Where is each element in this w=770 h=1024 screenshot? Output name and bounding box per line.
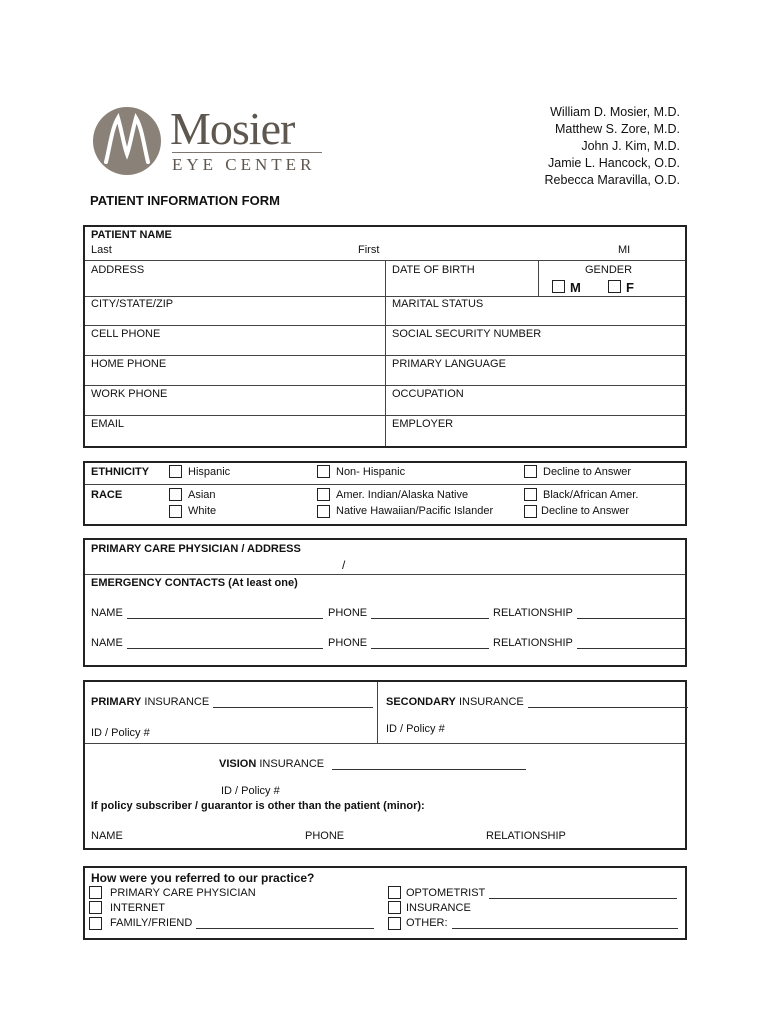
emergency-contact-row	[91, 607, 323, 619]
gender-label: GENDER	[585, 264, 633, 276]
ec1-name-label: NAME	[91, 607, 123, 619]
referral-other-label: OTHER:	[406, 917, 448, 929]
subscriber-relationship-field[interactable]: RELATIONSHIP	[486, 830, 566, 842]
mi-field[interactable]: MI	[618, 244, 631, 256]
form-title: PATIENT INFORMATION FORM	[90, 193, 280, 208]
dob-field[interactable]: DATE OF BIRTH	[392, 264, 475, 276]
amer-indian-label: Amer. Indian/Alaska Native	[336, 489, 469, 501]
ssn-field[interactable]: SOCIAL SECURITY NUMBER	[392, 328, 542, 340]
doctor-5: Rebecca Maravilla, O.D.	[544, 173, 680, 187]
subscriber-name-field[interactable]: NAME	[91, 830, 123, 842]
race-decline-checkbox[interactable]	[524, 505, 537, 518]
secondary-id-field[interactable]: ID / Policy #	[386, 723, 445, 735]
marital-status-field[interactable]: MARITAL STATUS	[392, 298, 484, 310]
secondary-insurance-input[interactable]	[528, 696, 688, 708]
ec2-name-label: NAME	[91, 637, 123, 649]
ec1-relationship-label: RELATIONSHIP	[493, 607, 573, 619]
primary-insurance-row	[91, 696, 373, 708]
primary-insurance-label: INSURANCE	[141, 696, 210, 708]
occupation-field[interactable]: OCCUPATION	[392, 388, 464, 400]
vision-id-field[interactable]: ID / Policy #	[221, 785, 280, 797]
referral-internet-checkbox[interactable]	[89, 901, 102, 914]
ethnicity-label: ETHNICITY	[91, 466, 150, 478]
black-checkbox[interactable]	[524, 488, 537, 501]
referral-optometrist-checkbox[interactable]	[388, 886, 401, 899]
vision-insurance-input[interactable]	[332, 758, 526, 770]
ethnicity-decline-checkbox[interactable]	[524, 465, 537, 478]
logo-subtitle: EYE CENTER	[172, 155, 316, 174]
doctor-4: Jamie L. Hancock, O.D.	[548, 156, 680, 170]
ec2-name-input[interactable]	[127, 637, 323, 649]
ec1-relationship-input[interactable]	[577, 607, 685, 619]
referral-internet-label: INTERNET	[110, 902, 165, 914]
logo-underline	[172, 152, 322, 153]
referral-other-input[interactable]	[452, 917, 678, 929]
referral-optometrist-row	[406, 887, 677, 899]
referral-insurance-label: INSURANCE	[406, 902, 471, 914]
ec1-phone-label: PHONE	[328, 607, 368, 619]
black-label: Black/African Amer.	[543, 489, 639, 501]
ethnicity-decline-label: Decline to Answer	[543, 466, 632, 478]
ec1-phone-input[interactable]	[371, 607, 489, 619]
doctor-3: John J. Kim, M.D.	[581, 139, 680, 153]
subscriber-note: If policy subscriber / guarantor is other than the patient (minor):	[91, 800, 425, 812]
referral-optometrist-label: OPTOMETRIST	[406, 887, 486, 899]
emergency-contact-row	[328, 607, 489, 619]
ec2-relationship-input[interactable]	[577, 637, 685, 649]
patient-name-label: PATIENT NAME	[91, 229, 172, 241]
vision-insurance-row	[219, 758, 526, 770]
emergency-contact-row	[91, 637, 323, 649]
ec1-name-input[interactable]	[127, 607, 323, 619]
race-decline-label: Decline to Answer	[541, 505, 630, 517]
non-hispanic-checkbox[interactable]	[317, 465, 330, 478]
ec2-phone-input[interactable]	[371, 637, 489, 649]
secondary-insurance-label: INSURANCE	[455, 696, 524, 708]
referral-pcp-checkbox[interactable]	[89, 886, 102, 899]
referral-family-input[interactable]	[196, 917, 374, 929]
referral-question: How were you referred to our practice?	[91, 871, 315, 885]
logo-word: Mosier	[170, 103, 295, 154]
primary-id-field[interactable]: ID / Policy #	[91, 727, 150, 739]
gender-f-checkbox[interactable]	[608, 280, 621, 293]
home-phone-field[interactable]: HOME PHONE	[91, 358, 167, 370]
emergency-label: EMERGENCY CONTACTS (At least one)	[91, 577, 298, 589]
hispanic-label: Hispanic	[188, 466, 231, 478]
referral-family-label: FAMILY/FRIEND	[110, 917, 193, 929]
amer-indian-checkbox[interactable]	[317, 488, 330, 501]
referral-other-checkbox[interactable]	[388, 917, 401, 930]
referral-pcp-label: PRIMARY CARE PHYSICIAN	[110, 887, 256, 899]
referral-family-row	[110, 917, 374, 929]
ec2-relationship-label: RELATIONSHIP	[493, 637, 573, 649]
address-field[interactable]: ADDRESS	[91, 264, 145, 276]
secondary-insurance-row	[386, 696, 688, 708]
race-label: RACE	[91, 489, 123, 501]
referral-optometrist-input[interactable]	[489, 887, 677, 899]
primary-insurance-bold: PRIMARY	[91, 696, 142, 708]
asian-label: Asian	[188, 489, 216, 501]
doctor-1: William D. Mosier, M.D.	[550, 105, 680, 119]
emergency-contact-row	[328, 637, 489, 649]
vision-insurance-bold: VISION	[219, 758, 257, 770]
work-phone-field[interactable]: WORK PHONE	[91, 388, 168, 400]
cell-phone-field[interactable]: CELL PHONE	[91, 328, 161, 340]
native-hawaiian-label: Native Hawaiian/Pacific Islander	[336, 505, 494, 517]
city-state-zip-field[interactable]: CITY/STATE/ZIP	[91, 298, 174, 310]
gender-m-checkbox[interactable]	[552, 280, 565, 293]
gender-f-label: F	[626, 280, 634, 295]
white-label: White	[188, 505, 217, 517]
last-name-field[interactable]: Last	[91, 244, 112, 256]
secondary-insurance-bold: SECONDARY	[386, 696, 456, 708]
gender-m-label: M	[570, 280, 581, 295]
emergency-contact-row	[493, 637, 685, 649]
pcp-label: PRIMARY CARE PHYSICIAN / ADDRESS	[91, 543, 301, 555]
logo	[92, 104, 332, 184]
email-field[interactable]: EMAIL	[91, 418, 125, 430]
primary-insurance-input[interactable]	[213, 696, 373, 708]
emergency-contact-row	[493, 607, 685, 619]
referral-family-checkbox[interactable]	[89, 917, 102, 930]
hispanic-checkbox[interactable]	[169, 465, 182, 478]
first-name-field[interactable]: First	[358, 244, 380, 256]
vision-insurance-label: INSURANCE	[256, 758, 325, 770]
ec2-phone-label: PHONE	[328, 637, 368, 649]
primary-language-field[interactable]: PRIMARY LANGUAGE	[392, 358, 506, 370]
employer-field[interactable]: EMPLOYER	[392, 418, 454, 430]
subscriber-phone-field[interactable]: PHONE	[305, 830, 345, 842]
white-checkbox[interactable]	[169, 505, 182, 518]
doctor-2: Matthew S. Zore, M.D.	[554, 122, 680, 136]
non-hispanic-label: Non- Hispanic	[336, 466, 406, 478]
referral-insurance-checkbox[interactable]	[388, 901, 401, 914]
asian-checkbox[interactable]	[169, 488, 182, 501]
pcp-slash: /	[342, 558, 346, 572]
referral-other-row	[406, 917, 678, 929]
logo-circle-icon	[92, 106, 162, 176]
native-hawaiian-checkbox[interactable]	[317, 505, 330, 518]
